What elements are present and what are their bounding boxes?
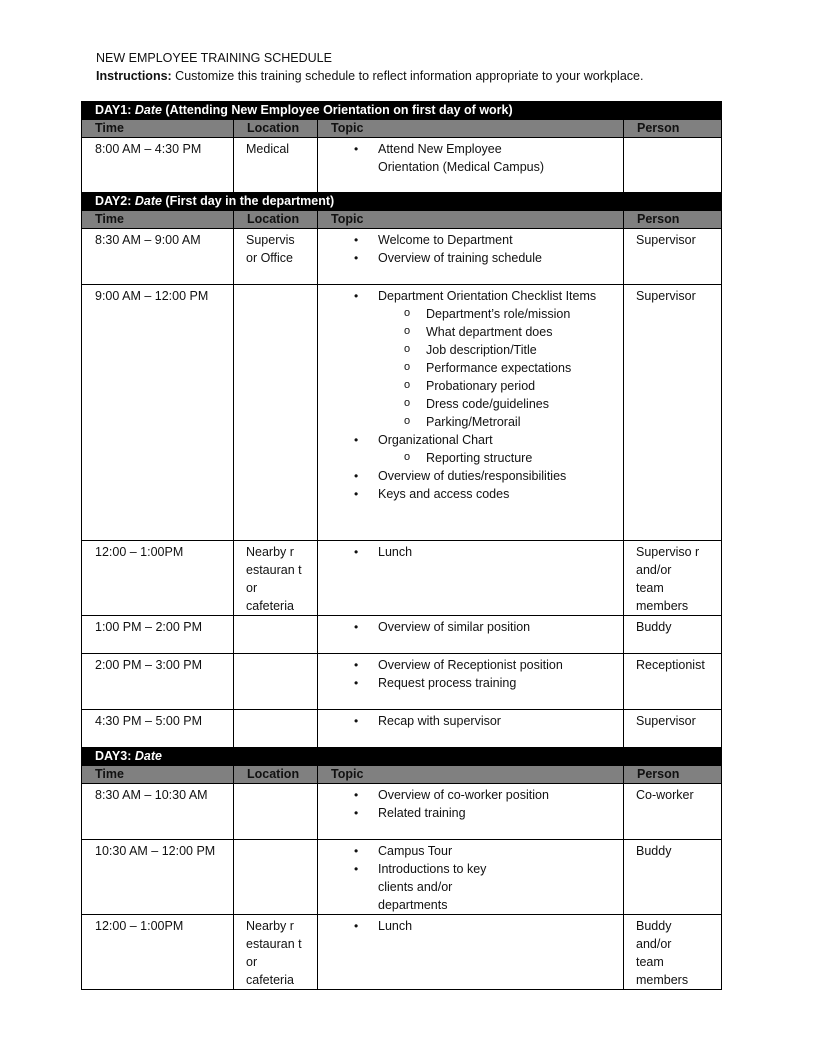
time-cell: 8:00 AM – 4:30 PM: [82, 138, 234, 193]
column-header-row: [82, 766, 722, 784]
list-item: • Overview of co-worker position: [318, 786, 623, 804]
location-cell: Supervis or Office: [234, 229, 318, 285]
instructions-label: Instructions:: [96, 69, 172, 83]
time-cell: 10:30 AM – 12:00 PM: [82, 840, 234, 915]
sub-item: o Job description/Title: [378, 341, 617, 359]
table-row: [82, 229, 722, 285]
instructions: [96, 68, 736, 85]
person-cell: Supervisor: [624, 229, 722, 285]
topic-cell: [318, 915, 624, 990]
day-label: DAY3:: [95, 749, 132, 763]
list-item: • Campus Tour: [318, 842, 623, 860]
person-cell: Buddy and/or team members: [624, 915, 722, 990]
col-topic: Topic: [318, 766, 624, 784]
topic-cell: [318, 654, 624, 710]
location-cell: [234, 616, 318, 654]
col-location: Location: [234, 766, 318, 784]
table-row: [82, 710, 722, 748]
location-cell: [234, 285, 318, 541]
col-location: Location: [234, 211, 318, 229]
table-row: [82, 784, 722, 840]
location-cell: [234, 840, 318, 915]
location-cell: [234, 784, 318, 840]
day3-header: [82, 748, 722, 766]
list-item: • Introductions to key clients and/or departments: [318, 860, 623, 914]
day-label: DAY1:: [95, 103, 132, 117]
col-person: Person: [624, 766, 722, 784]
list-item: • Related training: [318, 804, 623, 822]
day1-header: [82, 102, 722, 120]
col-time: Time: [82, 211, 234, 229]
topic-cell: [318, 138, 624, 193]
instructions-text: Customize this training schedule to reflect information appropriate to your workplace.: [171, 69, 644, 83]
list-item: • Keys and access codes: [318, 485, 623, 503]
day-description: (Attending New Employee Orientation on first day of work): [161, 103, 513, 117]
sub-item: o What department does: [378, 323, 617, 341]
person-cell: [624, 138, 722, 193]
time-cell: 8:30 AM – 10:30 AM: [82, 784, 234, 840]
table-row: [82, 915, 722, 990]
list-item: • Recap with supervisor: [318, 712, 623, 730]
col-person: Person: [624, 211, 722, 229]
person-cell: Receptionist: [624, 654, 722, 710]
location-cell: [234, 654, 318, 710]
topic-cell: [318, 710, 624, 748]
list-item: • Lunch: [318, 917, 623, 935]
person-cell: Superviso r and/or team members: [624, 541, 722, 616]
person-cell: Supervisor: [624, 710, 722, 748]
person-cell: Buddy: [624, 616, 722, 654]
day-date: Date: [134, 749, 162, 763]
location-cell: Nearby r estauran t or cafeteria: [234, 915, 318, 990]
col-topic: Topic: [318, 120, 624, 138]
list-item: • Lunch: [318, 543, 623, 561]
time-cell: 12:00 – 1:00PM: [82, 541, 234, 616]
day-description: (First day in the department): [161, 194, 335, 208]
col-time: Time: [82, 766, 234, 784]
topic-cell: [318, 784, 624, 840]
list-item: • Attend New Employee Orientation (Medical Campus): [318, 140, 623, 176]
document-title: NEW EMPLOYEE TRAINING SCHEDULE: [96, 51, 332, 65]
table-row: [82, 285, 722, 541]
topic-cell: [318, 840, 624, 915]
topic-cell: [318, 229, 624, 285]
list-item: • Overview of Receptionist position: [318, 656, 623, 674]
day-label: DAY2:: [95, 194, 132, 208]
time-cell: 9:00 AM – 12:00 PM: [82, 285, 234, 541]
sub-item: o Parking/Metrorail: [378, 413, 617, 431]
topic-cell: [318, 616, 624, 654]
sub-item: o Performance expectations: [378, 359, 617, 377]
time-cell: 4:30 PM – 5:00 PM: [82, 710, 234, 748]
list-item: • Request process training: [318, 674, 623, 692]
sub-item: o Probationary period: [378, 377, 617, 395]
document-header: [96, 50, 736, 85]
person-cell: Buddy: [624, 840, 722, 915]
location-cell: Nearby r estauran t or cafeteria: [234, 541, 318, 616]
table-row: [82, 138, 722, 193]
time-cell: 1:00 PM – 2:00 PM: [82, 616, 234, 654]
sub-item: o Dress code/guidelines: [378, 395, 617, 413]
list-item: • Welcome to Department: [318, 231, 623, 249]
col-time: Time: [82, 120, 234, 138]
topic-text: Department Orientation Checklist Items: [378, 289, 597, 303]
list-item: • Overview of similar position: [318, 618, 623, 636]
column-header-row: [82, 120, 722, 138]
topic-text: Organizational Chart: [378, 433, 493, 447]
time-cell: 2:00 PM – 3:00 PM: [82, 654, 234, 710]
list-item: • Overview of duties/responsibilities: [318, 467, 623, 485]
training-schedule-table: [81, 101, 722, 990]
day-date: Date: [134, 194, 162, 208]
table-row: [82, 654, 722, 710]
location-cell: [234, 710, 318, 748]
col-topic: Topic: [318, 211, 624, 229]
person-cell: Co-worker: [624, 784, 722, 840]
topic-cell: [318, 541, 624, 616]
list-item: [318, 287, 623, 431]
sub-item: o Reporting structure: [378, 449, 617, 467]
list-item: [318, 431, 623, 467]
col-location: Location: [234, 120, 318, 138]
sub-item: o Department’s role/mission: [378, 305, 617, 323]
table-row: [82, 616, 722, 654]
col-person: Person: [624, 120, 722, 138]
table-row: [82, 541, 722, 616]
topic-cell: [318, 285, 624, 541]
list-item: • Overview of training schedule: [318, 249, 623, 267]
table-row: [82, 840, 722, 915]
column-header-row: [82, 211, 722, 229]
day-date: Date: [134, 103, 162, 117]
location-cell: Medical: [234, 138, 318, 193]
time-cell: 12:00 – 1:00PM: [82, 915, 234, 990]
time-cell: 8:30 AM – 9:00 AM: [82, 229, 234, 285]
person-cell: Supervisor: [624, 285, 722, 541]
day2-header: [82, 193, 722, 211]
